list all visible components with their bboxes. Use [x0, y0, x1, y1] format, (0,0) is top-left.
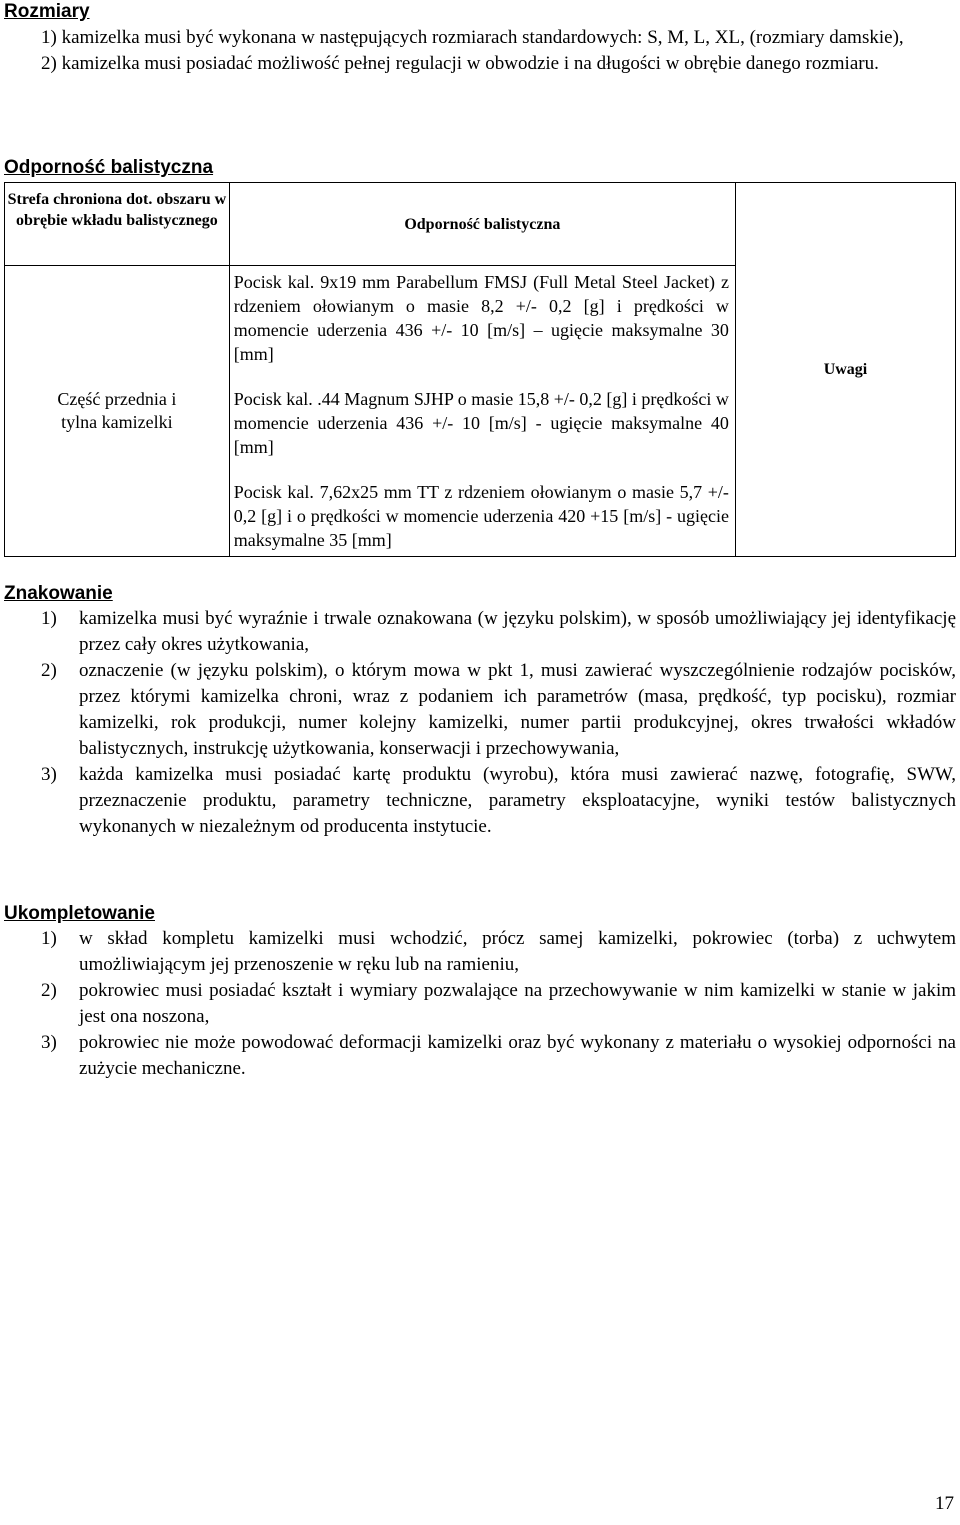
list-item — [4, 762, 956, 840]
section-heading-ukompletowanie: Ukompletowanie — [4, 903, 155, 924]
page-number: 17 — [935, 1493, 954, 1514]
list-text: kamizelka musi być wyraźnie i trwale oznakowana (w języku polskim), w sposób umożliwiający jej identyfikację przez cały okres użytkowania, — [79, 608, 956, 655]
list-number: 2) — [41, 980, 57, 1001]
list-text: każda kamizelka musi posiadać kartę produktu (wyrobu), która musi zawierać nazwę, fotografię, SWW, przeznaczenie produktu, parametry techniczne, parametry eksploatacyjne, wyniki testów balistycznych wykonanych w niezależnym od producenta instytucie. — [79, 764, 956, 837]
list-number: 3) — [41, 1032, 57, 1053]
ukompletowanie-list — [4, 926, 956, 1082]
table-header-row — [5, 183, 956, 266]
list-text: pokrowiec nie może powodować deformacji kamizelki oraz być wykonany z materiału o wysokiej odporności na zużycie mechaniczne. — [79, 1032, 956, 1079]
table-header-notes: Uwagi — [735, 183, 955, 557]
list-item — [4, 1030, 956, 1082]
ammo-item: Pocisk kal. .44 Magnum SJHP o masie 15,8 +/- 0,2 [g] i prędkości w momencie uderzenia 436 +/- 10 [m/s] - ugięcie maksymalne 40 [mm] — [233, 389, 729, 457]
table-header-zone: Strefa chroniona dot. obszaru w obrębie wkładu balistycznego — [5, 183, 230, 266]
table-cell-zone — [5, 266, 230, 557]
list-item — [4, 606, 956, 658]
section-heading-rozmiary: Rozmiary — [4, 1, 90, 22]
list-text: oznaczenie (w języku polskim), o którym mowa w pkt 1, musi zawierać wyszczególnienie rodzajów pocisków, przez którymi kamizelka chroni, wraz z podaniem ich parametrów (masa, prędkość, typ pocisku), rozmiar kamizelki, rok produkcji, numer kolejny kamizelki, numer partii produkcyjnej, okres trwałości wkładów balistycznych, instrukcję użytkowania, konserwacji i przechowywania, — [79, 660, 956, 759]
znakowanie-list — [4, 606, 956, 840]
ballistic-table — [4, 182, 956, 557]
list-text: w skład kompletu kamizelki musi wchodzić, prócz samej kamizelki, pokrowiec (torba) z uchwytem umożliwiającym jej przenoszenie w ręku lub na ramieniu, — [79, 928, 956, 975]
section-znakowanie — [4, 582, 956, 840]
section-rozmiary — [4, 0, 956, 77]
list-text: pokrowiec musi posiadać kształt i wymiary pozwalające na przechowywanie w nim kamizelki w stanie w jakim jest ona noszona, — [79, 980, 956, 1027]
ammo-item: Pocisk kal. 9x19 mm Parabellum FMSJ (Full Metal Steel Jacket) z rdzeniem ołowianym o masie 8,2 +/- 0,2 [g] i prędkości w momencie uderzenia 436 +/- 10 [m/s] – ugięcie maksymalne 30 [mm] — [233, 272, 729, 364]
list-item — [4, 978, 956, 1030]
zone-text: Część przednia i tylna kamizelki — [57, 389, 177, 432]
ammo-item: Pocisk kal. 7,62x25 mm TT z rdzeniem ołowianym o masie 5,7 +/- 0,2 [g] i o prędkości w momencie uderzenia 420 +15 [m/s] - ugięcie maksymalne 35 [mm] — [233, 482, 729, 550]
list-item — [4, 51, 956, 77]
section-odpornosc — [4, 156, 956, 550]
section-ukompletowanie — [4, 902, 956, 1082]
list-text: kamizelka musi być wykonana w następujących rozmiarach standardowych: S, M, L, XL, (rozmiary damskie), — [61, 27, 904, 48]
list-number: 1) — [41, 608, 57, 629]
list-item — [4, 658, 956, 762]
list-text: kamizelka musi posiadać możliwość pełnej regulacji w obwodzie i na długości w obrębie danego rozmiaru. — [61, 53, 879, 74]
list-number: 3) — [41, 764, 57, 785]
section-heading-znakowanie: Znakowanie — [4, 583, 113, 604]
list-item — [4, 926, 956, 978]
list-number: 1) — [41, 928, 57, 949]
table-cell-ammo — [229, 266, 735, 557]
list-number: 1) — [41, 27, 62, 48]
list-number: 2) — [41, 53, 62, 74]
section-heading-odpornosc: Odporność balistyczna — [4, 157, 214, 178]
list-number: 2) — [41, 660, 57, 681]
table-header-resistance: Odporność balistyczna — [229, 183, 735, 266]
rozmiary-list — [4, 25, 956, 77]
list-item — [4, 25, 956, 51]
